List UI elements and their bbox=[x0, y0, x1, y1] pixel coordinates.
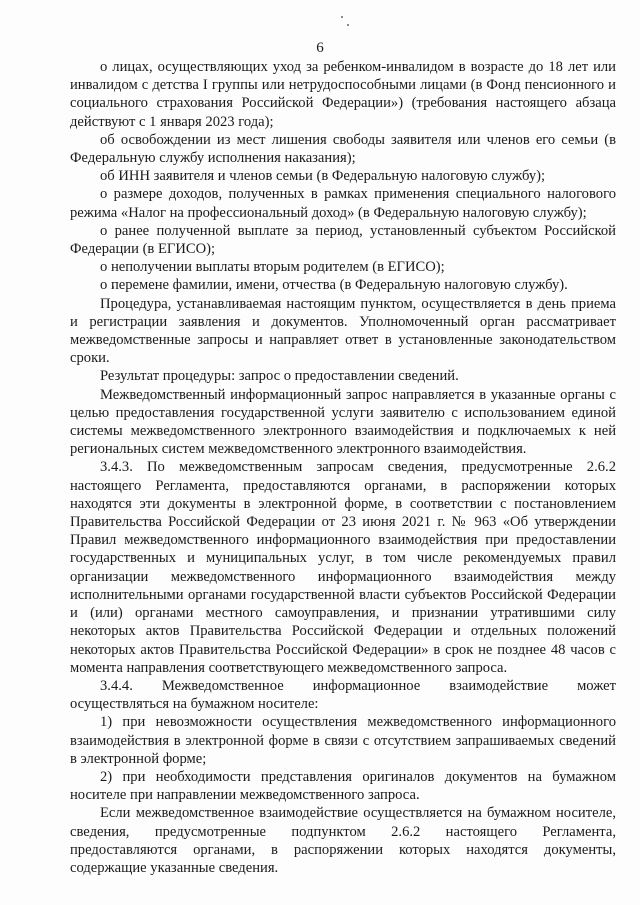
page-number: 6 bbox=[316, 40, 324, 56]
paragraph-procedure: Процедура, устанавливаемая настоящим пунктом, осуществляется в день приема и регистрации заявления и документов. Уполномоченный орган рассматривает межведомственные запросы и направляет ответ в установленные законодательством сроки. bbox=[70, 295, 616, 367]
paragraph-name-change: о перемене фамилии, имени, отчества (в Федеральную налоговую службу). bbox=[100, 277, 568, 294]
scan-speck bbox=[341, 16, 343, 18]
paragraph-section-3-4-3: 3.4.3. По межведомственным запросам сведения, предусмотренные 2.6.2 настоящего Регламента, предоставляются органами, в распоряжении которых находятся эти документы в электронной форме, в соответствии с постановлением Правительства Российской Федерации от 23 июня 2021 г. № 963 «Об утверждении Правил межведомственного информационного взаимодействия при предоставлении государственных и муниципальных услуг, в том числе рекомендуемых правил организации межведомственного информационного взаимодействия между исполнительными органами государственной власти субъектов Российской Федерации и (или) органами местного самоуправления, и признании утратившими силу некоторых актов Правительства Российской Федерации и отдельных положений некоторых актов Правительства Российской Федерации» в срок не позднее 48 часов с момента направления соответствующего межведомственного запроса. bbox=[70, 459, 616, 676]
scan-speck bbox=[347, 24, 349, 26]
paragraph-result: Результат процедуры: запрос о предоставлении сведений. bbox=[100, 368, 459, 385]
paragraph-caregivers: о лицах, осуществляющих уход за ребенком-инвалидом в возрасте до 18 лет или инвалидом с детства I группы или нетрудоспособными лицами (в Фонд пенсионного и социального страхования Российской Федерации») (требования настоящего абзаца действуют с 1 января 2023 года); bbox=[70, 59, 616, 130]
document-body bbox=[70, 58, 616, 877]
paragraph-income: о размере доходов, полученных в рамках применения специального налогового режима «Налог на профессиональный доход» (в Федеральную налоговую службу); bbox=[70, 186, 616, 221]
paragraph-paper-exchange: Если межведомственное взаимодействие осуществляется на бумажном носителе, сведения, предусмотренные подпунктом 2.6.2 настоящего Регламента, предоставляются органами, в распоряжении которых находятся документы, содержащие указанные сведения. bbox=[70, 805, 616, 876]
paragraph-prior-payment: о ранее полученной выплате за период, установленный субъектом Российской Федерации (в ЕГИСО); bbox=[70, 222, 616, 258]
paragraph-item-1: 1) при невозможности осуществления межведомственного информационного взаимодействия в электронной форме в связи с отсутствием запрашиваемых сведений в электронной форме; bbox=[70, 714, 616, 767]
paragraph-second-parent: о неполучении выплаты вторым родителем (в ЕГИСО); bbox=[100, 259, 445, 276]
paragraph-section-3-4-4: 3.4.4. Межведомственное информационное взаимодействие может осуществляться на бумажном носителе: bbox=[70, 677, 616, 713]
paragraph-inn: об ИНН заявителя и членов семьи (в Федеральную налоговую службу); bbox=[100, 168, 546, 185]
paragraph-interagency-request: Межведомственный информационный запрос направляется в указанные органы с целью предоставления государственной услуги заявителю с использованием единой системы межведомственного электронного взаимодействия и подключаемых к ней региональных систем межведомственного электронного взаимодействия. bbox=[70, 386, 616, 458]
paragraph-release: об освобождении из мест лишения свободы заявителя или членов его семьи (в Федеральную службу исполнения наказания); bbox=[70, 131, 616, 167]
paragraph-item-2: 2) при необходимости представления оригиналов документов на бумажном носителе при направлении межведомственного запроса. bbox=[70, 768, 616, 804]
